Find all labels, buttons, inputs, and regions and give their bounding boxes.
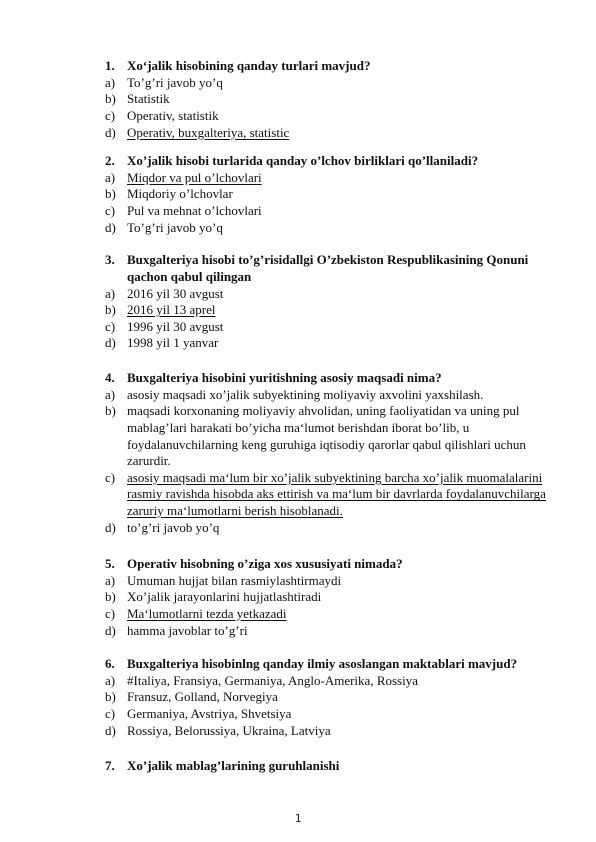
option-letter: c) — [105, 318, 116, 334]
option-letter: b) — [105, 689, 116, 705]
answer-option — [0, 302, 596, 319]
answer-option — [0, 108, 596, 125]
option-letter: b) — [105, 186, 116, 202]
answer-option — [0, 319, 596, 336]
option-letter: d) — [105, 519, 116, 535]
option-text: Xo’jalik jarayonlarini hujjatlashtiradi — [127, 589, 322, 605]
correct-option-text: 2016 yil 13 aprel — [127, 302, 216, 318]
option-letter: c) — [105, 605, 116, 621]
option-letter: a) — [105, 572, 116, 588]
option-letter: b) — [105, 91, 116, 107]
option-letter: c) — [105, 705, 116, 721]
question-text: Buxgalteriya hisobi to’g’risidallgi O’zbekiston Respublikasining Qonuni qachon qabul qilingan — [127, 252, 529, 284]
option-text: to’g’ri javob yo’q — [127, 519, 220, 535]
option-text: Miqdoriy o’lchovlar — [127, 186, 233, 202]
page-number: 1 — [294, 812, 302, 825]
option-letter: d) — [105, 722, 116, 738]
option-letter: a) — [105, 386, 116, 402]
answer-option — [0, 91, 596, 108]
answer-option — [0, 403, 596, 469]
option-text: maqsadi korxonaning moliyaviy ahvolidan, uning faoliyatidan va uning pul mablag’lari harakati bo’yicha ma‘lumot berishdan iborat bo’lib, u foydalanuvchilarning keng guruhiga iqtisodiy qarorlar qabul qilishlari uchun zarurdir. — [127, 403, 526, 469]
option-letter: a) — [105, 169, 116, 185]
question-number: 1. — [105, 58, 115, 73]
option-text: Fransuz, Golland, Norvegiya — [127, 689, 278, 705]
option-letter: a) — [105, 74, 116, 90]
option-text: asosiy maqsadi xo’jalik subyektining moliyaviy axvolini yaxshilash. — [127, 386, 484, 402]
question-number: 2. — [105, 153, 115, 168]
option-text: To’g’ri javob yo’q — [127, 74, 223, 90]
option-text: Rossiya, Belorussiya, Ukraina, Latviya — [127, 722, 331, 738]
answer-option — [0, 589, 596, 606]
answer-option — [0, 286, 596, 303]
option-text: Statistik — [127, 91, 170, 107]
answer-option — [0, 689, 596, 706]
answer-option — [0, 387, 596, 404]
question-block — [0, 153, 596, 236]
answer-option — [0, 606, 596, 623]
option-text: To’g’ri javob yo’q — [127, 219, 223, 235]
option-text: #Italiya, Fransiya, Germaniya, Anglo-Amerika, Rossiya — [127, 672, 418, 688]
correct-option-text: Operativ, buxgalteriya, statistic — [127, 124, 290, 140]
question-number: 3. — [105, 252, 115, 267]
correct-option-text: Ma‘lumotlarni tezda yetkazadi — [127, 605, 287, 621]
answer-option — [0, 170, 596, 187]
option-letter: c) — [105, 469, 116, 485]
option-text: 2016 yil 30 avgust — [127, 285, 224, 301]
answer-option — [0, 470, 596, 520]
option-letter: d) — [105, 219, 116, 235]
answer-option — [0, 75, 596, 92]
answer-option — [0, 203, 596, 220]
option-text: hamma javoblar to’g’ri — [127, 622, 248, 638]
option-letter: c) — [105, 202, 116, 218]
option-text: Germaniya, Avstriya, Shvetsiya — [127, 705, 292, 721]
question-text: Xo‘jalik hisobining qanday turlari mavjud? — [127, 58, 371, 73]
answer-option — [0, 186, 596, 203]
option-letter: c) — [105, 107, 116, 123]
question-block — [0, 758, 596, 775]
option-letter: d) — [105, 622, 116, 638]
option-text: 1998 yil 1 yanvar — [127, 335, 219, 351]
correct-option-text: asosiy maqsadi ma‘lum bir xo’jalik subyektining barcha xo’jalik muomalalarini rasmiy ravishda hisobda aks ettirish va ma‘lum bir davrlarda foydalanuvchilarga zaruriy ma‘lumotlarni berish hisoblanadi. — [127, 469, 546, 518]
option-letter: b) — [105, 302, 116, 318]
question-number: 7. — [105, 758, 115, 773]
question-block — [0, 656, 596, 739]
option-text: 1996 yil 30 avgust — [127, 318, 224, 334]
answer-option — [0, 125, 596, 142]
option-text: Operativ, statistik — [127, 107, 219, 123]
option-letter: b) — [105, 589, 116, 605]
option-letter: d) — [105, 335, 116, 351]
question-text: Buxgalteriya hisobinlng qanday ilmiy asoslangan maktablari mavjud? — [127, 656, 518, 671]
question-number: 4. — [105, 370, 115, 385]
answer-option — [0, 723, 596, 740]
correct-option-text: Miqdor va pul o’lchovlari — [127, 169, 262, 185]
question-text: Operativ hisobning o’ziga xos xususiyati nimada? — [127, 556, 403, 571]
option-letter: a) — [105, 672, 116, 688]
option-letter: a) — [105, 285, 116, 301]
answer-option — [0, 623, 596, 640]
answer-option — [0, 706, 596, 723]
question-number: 5. — [105, 556, 115, 571]
answer-option — [0, 673, 596, 690]
question-text: Xo’jalik hisobi turlarida qanday o’lchov birliklari qo’llaniladi? — [127, 153, 479, 168]
question-block — [0, 252, 596, 352]
question-number: 6. — [105, 656, 115, 671]
answer-option — [0, 335, 596, 352]
answer-option — [0, 573, 596, 590]
option-letter: d) — [105, 124, 116, 140]
option-text: Umuman hujjat bilan rasmiylashtirmaydi — [127, 572, 342, 588]
question-text: Xo’jalik mablag’larining guruhlanishi — [127, 758, 340, 773]
question-block — [0, 556, 596, 639]
question-text: Buxgalteriya hisobini yuritishning asosiy maqsadi nima? — [127, 370, 442, 385]
answer-option — [0, 220, 596, 237]
question-block — [0, 370, 596, 536]
option-letter: b) — [105, 403, 116, 419]
option-text: Pul va mehnat o’lchovlari — [127, 202, 262, 218]
question-block — [0, 58, 596, 141]
answer-option — [0, 520, 596, 537]
